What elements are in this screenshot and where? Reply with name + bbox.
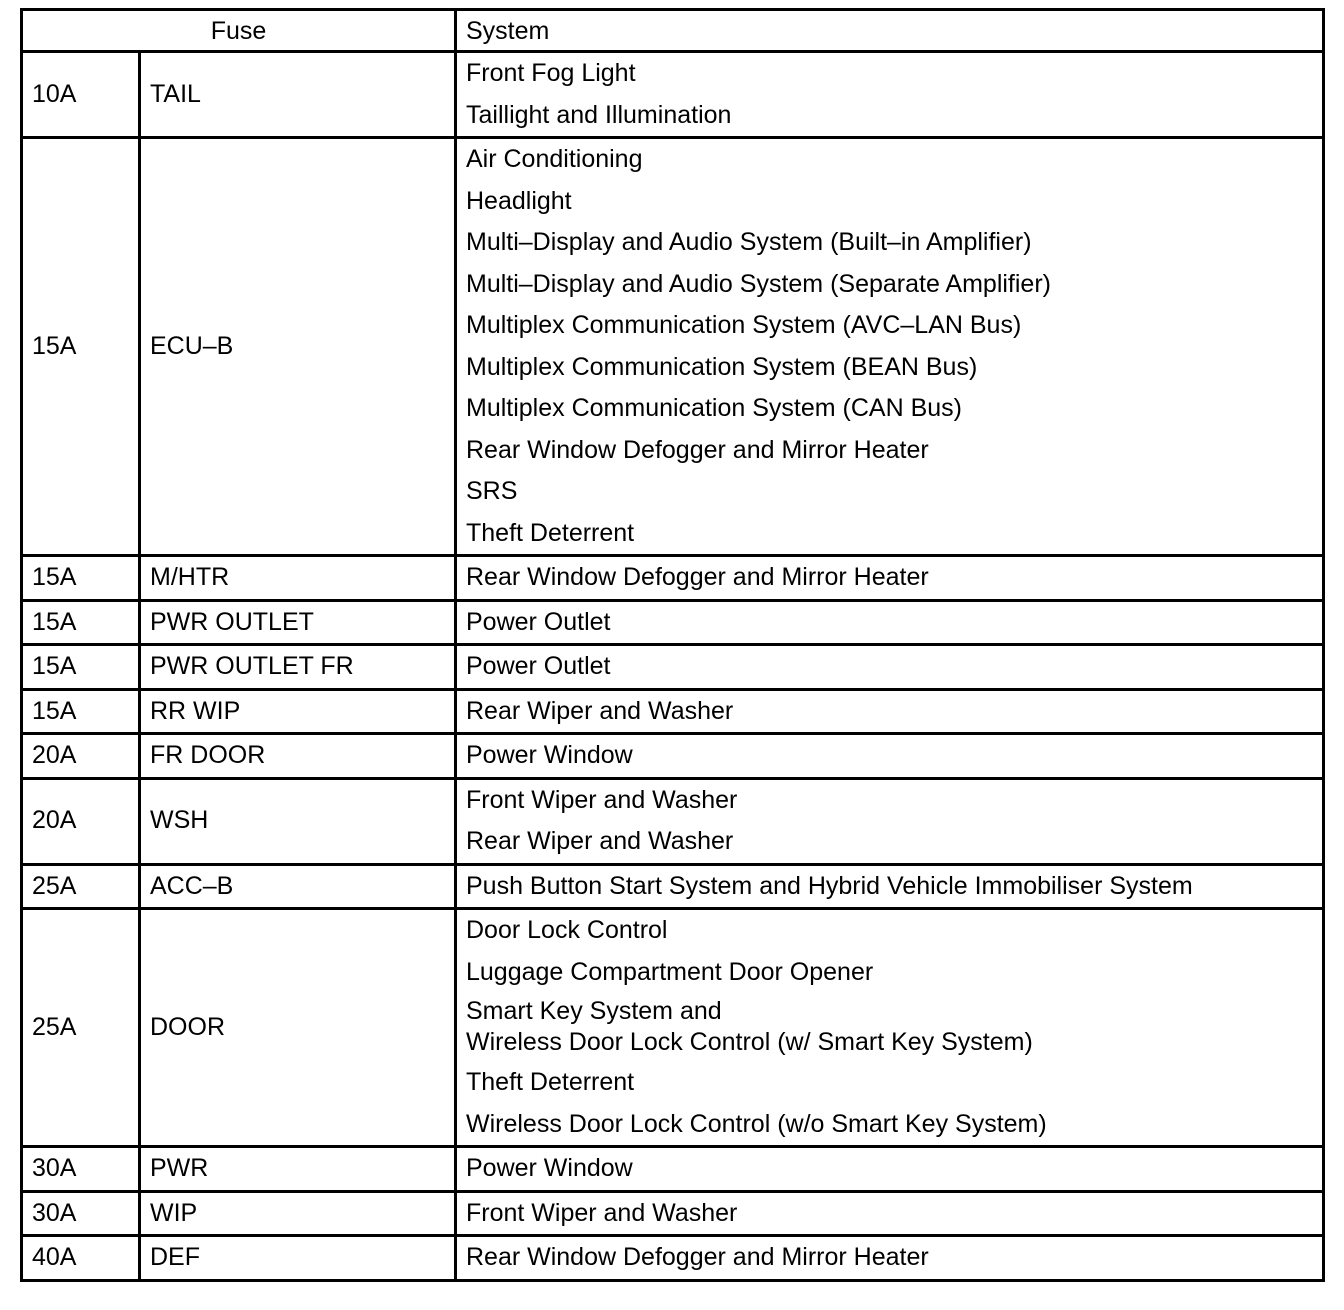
system-entry: Door Lock Control [466,916,668,944]
system-entry-line: Wireless Door Lock Control (w/ Smart Key System) [466,1028,1033,1056]
system-entry: Taillight and Illumination [466,100,732,129]
fuse-name: DEF [140,1236,456,1281]
fuse-systems [456,52,1324,138]
fuse-table-body [22,52,1324,1281]
fuse-systems [456,556,1324,601]
system-entry: SRS [466,477,518,505]
fuse-systems [456,645,1324,690]
table-row [22,556,1324,601]
fuse-amperage: 30A [22,1147,140,1192]
table-row [22,909,1324,1147]
fuse-name: ACC–B [140,864,456,909]
system-entry: Rear Window Defogger and Mirror Heater [466,1243,929,1271]
fuse-name: DOOR [140,909,456,1147]
system-entry: Front Fog Light [466,59,636,87]
table-row [22,138,1324,556]
fuse-amperage: 25A [22,909,140,1147]
system-entry: Power Window [466,741,633,769]
fuse-name: FR DOOR [140,734,456,779]
system-column-header: System [456,10,1324,52]
table-row [22,778,1324,864]
fuse-name: PWR OUTLET FR [140,645,456,690]
system-entry: Air Conditioning [466,145,643,173]
fuse-systems [456,138,1324,556]
fuse-amperage: 10A [22,52,140,138]
fuse-amperage: 15A [22,645,140,690]
fuse-amperage: 15A [22,138,140,556]
fuse-column-header: Fuse [22,10,456,52]
system-entry: Front Wiper and Washer [466,1198,738,1227]
fuse-name: ECU–B [140,138,456,556]
fuse-amperage: 25A [22,864,140,909]
system-entry: Rear Window Defogger and Mirror Heater [466,435,929,464]
fuse-amperage: 20A [22,734,140,779]
system-entry: Multiplex Communication System (AVC–LAN Bus) [466,311,1022,339]
table-row [22,689,1324,734]
system-entry: Front Wiper and Washer [466,785,738,814]
system-entry: Wireless Door Lock Control (w/o Smart Key System) [466,1109,1047,1138]
fuse-systems [456,600,1324,645]
fuse-name: TAIL [140,52,456,138]
system-entry: Rear Wiper and Washer [466,827,734,855]
fuse-amperage: 15A [22,556,140,601]
system-entry: Theft Deterrent [466,518,635,547]
fuse-systems [456,1236,1324,1281]
system-entry: Power Outlet [466,652,611,680]
system-entry: Power Outlet [466,607,611,636]
fuse-system-table [20,8,1325,1282]
system-entry: Power Window [466,1154,633,1182]
fuse-name: WSH [140,778,456,864]
system-entry: Multiplex Communication System (CAN Bus) [466,394,962,422]
system-entry: Push Button Start System and Hybrid Vehicle Immobiliser System [466,871,1193,900]
system-entry-line: Smart Key System and [466,997,722,1025]
fuse-amperage: 40A [22,1236,140,1281]
system-entry [466,993,1322,1062]
fuse-systems [456,689,1324,734]
fuse-systems [456,909,1324,1147]
system-entry: Luggage Compartment Door Opener [466,957,874,986]
fuse-systems [456,864,1324,909]
system-entry: Rear Wiper and Washer [466,696,734,725]
fuse-amperage: 30A [22,1191,140,1236]
fuse-name: M/HTR [140,556,456,601]
fuse-amperage: 15A [22,689,140,734]
fuse-systems [456,778,1324,864]
fuse-amperage: 15A [22,600,140,645]
fuse-systems [456,734,1324,779]
table-row [22,864,1324,909]
system-entry: Multi–Display and Audio System (Built–in Amplifier) [466,228,1032,256]
fuse-name: PWR OUTLET [140,600,456,645]
fuse-name: PWR [140,1147,456,1192]
fuse-name: WIP [140,1191,456,1236]
table-row [22,645,1324,690]
system-entry: Multiplex Communication System (BEAN Bus) [466,352,978,381]
system-entry: Headlight [466,186,572,215]
fuse-systems [456,1147,1324,1192]
fuse-systems [456,1191,1324,1236]
table-header-row [22,10,1324,52]
system-entry: Theft Deterrent [466,1068,635,1096]
table-row [22,734,1324,779]
table-row [22,1147,1324,1192]
table-row [22,52,1324,138]
table-row [22,1236,1324,1281]
fuse-name: RR WIP [140,689,456,734]
table-row [22,600,1324,645]
fuse-amperage: 20A [22,778,140,864]
system-entry: Multi–Display and Audio System (Separate Amplifier) [466,269,1051,298]
table-row [22,1191,1324,1236]
system-entry: Rear Window Defogger and Mirror Heater [466,563,929,591]
